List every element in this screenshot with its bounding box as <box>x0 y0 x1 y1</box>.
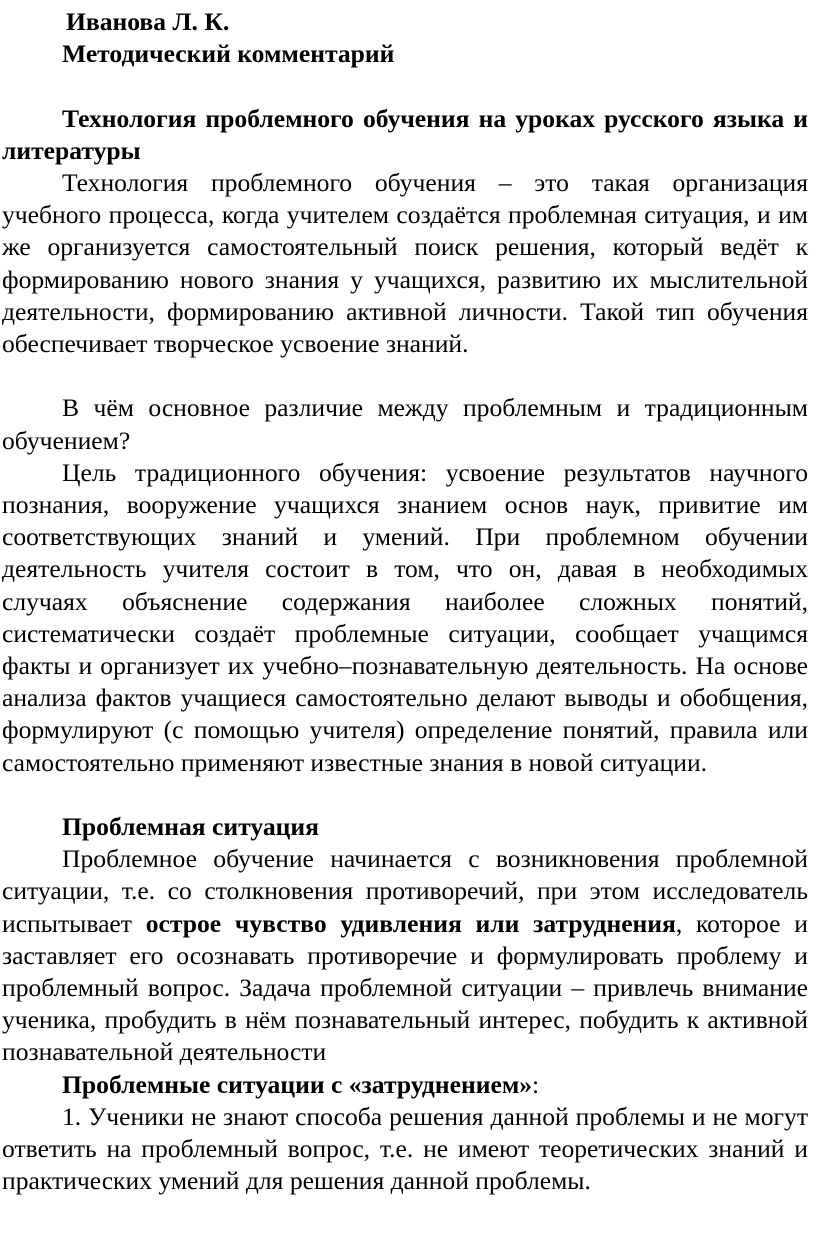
section-heading-text: Проблемные ситуации с «затруднением» <box>62 1069 533 1099</box>
emphasis-text: острое чувство удивления или затруднения <box>145 908 676 938</box>
document-title: Технология проблемного обучения на уроках русского языка и литературы <box>2 103 808 165</box>
intro-paragraph: Технология проблемного обучения – это такая организация учебного процесса, когда учителем создаётся проблемная ситуация, и им же организуется самостоятельный поиск решения, который ведёт к формированию нового знания у учащихся, развитию их мыслительной деятельности, формированию активной личности. Такой тип обучения обеспечивает творческое усвоение знаний. <box>2 168 808 359</box>
author-name: Иванова Л. К. <box>66 7 230 36</box>
spacer <box>2 779 808 811</box>
spacer <box>2 70 808 102</box>
problem-situation-paragraph <box>2 843 808 1068</box>
paragraph-text: , которое и заставляет его осознавать противоречие и формулировать проблему и проблемный вопрос. Задача проблемной ситуации – привлечь внимание ученика, пробудить в нём познавательный интерес, побудить к активной познавательной деятельности <box>2 908 808 1067</box>
document-type: Методический комментарий <box>62 39 395 69</box>
spacer <box>2 360 808 392</box>
section-heading-problem-situation: Проблемная ситуация <box>62 812 319 842</box>
question-paragraph: В чём основное различие между проблемным и традиционным обучением? <box>2 393 808 455</box>
list-item-1: 1. Ученики не знают способа решения данной проблемы и не могут ответить на проблемный вопрос, т.е. не имеют теоретических знаний и практических умений для решения данной проблемы. <box>2 1101 808 1196</box>
answer-paragraph: Цель традиционного обучения: усвоение результатов научного познания, вооружение учащихся знанием основ наук, привитие им соответствующих знаний и умений. При проблемном обучении деятельность учителя состоит в том, что он, давая в необходимых случаях объяснение содержания наиболее сложных понятий, систематически создаёт проблемные ситуации, сообщает учащимся факты и организует их учебно–познавательную деятельность. На основе анализа фактов учащиеся самостоятельно делают выводы и обобщения, формулируют (с помощью учителя) определение понятий, правила или самостоятельно применяют известные знания в новой ситуации. <box>2 457 808 777</box>
paragraph-text: Проблемное обучение начинается с возникновения проблемной ситуации, т.е. со столкновения противоречий, при этом исследователь испытывает <box>2 844 808 938</box>
section-heading-difficulty <box>2 1069 808 1101</box>
heading-suffix: : <box>532 1069 540 1099</box>
